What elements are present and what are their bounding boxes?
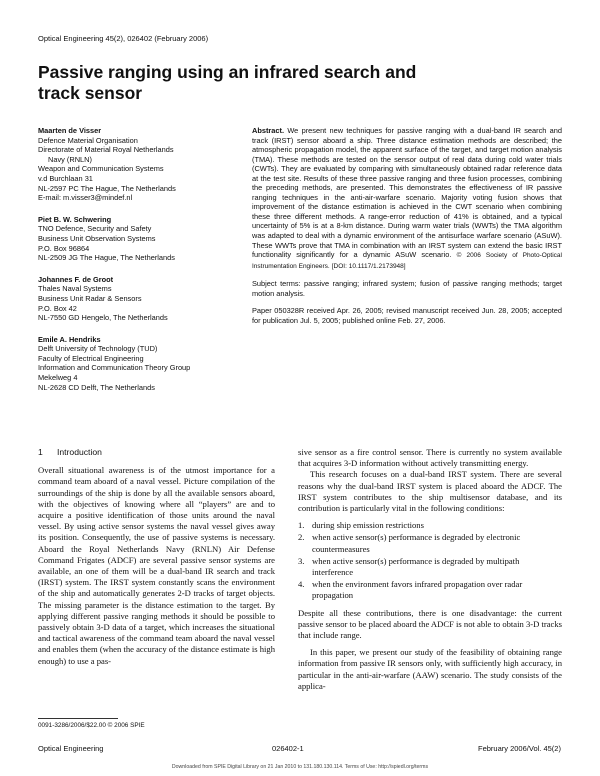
body-column-left: [38, 447, 275, 667]
list-text: when active sensor(s) performance is degraded by multipath interference: [312, 555, 520, 578]
running-head: Optical Engineering 45(2), 026402 (February 2006): [38, 34, 209, 43]
list-number: 4.: [298, 579, 305, 590]
abstract-text: We present new techniques for passive ranging with a dual-band IR search and track (IRST) sensor aboard a ship. Three distance estimation methods are described; the atmospheric propagation model, the apparent surface of the target, and target motion analysis (TMA). These methods are tested on the sensor output of real data during cold water trials (CWTs). They are evaluated by comparing with simultaneously obtained radar reference data at the test site. Results of these three passive ranging and three fusion processes, combining the preceding methods, are presented. This demonstrates the effectiveness of IR passive ranging techniques in the anti-air-warfare scenario. Majority voting fusion shows that improvement of the distance estimation is achieved in the CWT scenario when combining these three different methods. A range-error reduction of 41% is obtained, and a typical uncertainty of 5% is at a 8-km distance. During warm water trials (WWTs) the TMA algorithm was adapted to deal with a dynamic environment of the antisurface warfare scenario (ASuW). These WWTs prove that TMA in combination with an IRST system can extend the basic IRST functionality significantly for a dynamic ASuW scenario.: [252, 126, 563, 260]
list-text: when the environment favors infrared propagation over radar propagation: [312, 579, 523, 601]
affiliation-line: P.O. Box 42: [38, 303, 77, 313]
footer-page-number: 026402-1: [272, 744, 304, 753]
copyright-notice: © 2006 Society of Photo-Optical Instrumentation Engineers.: [252, 252, 562, 270]
section-heading: [38, 447, 275, 458]
author-4: [38, 335, 238, 393]
affiliation-line: TNO Defence, Security and Safety: [38, 224, 152, 234]
affiliation-line: Business Unit Radar & Sensors: [38, 293, 142, 303]
list-number: 2.: [298, 532, 305, 543]
section-number: 1: [38, 447, 43, 457]
section-title: Introduction: [57, 447, 102, 457]
author-email: E-mail: m.visser3@mindef.nl: [38, 193, 133, 203]
body-paragraph: In this paper, we present our study of the feasibility of obtaining range information from passive IR sensors only, with sufficiently high accuracy, in particular in the anti-air-warfare (AAW) scenario. The study consists of the applica-: [298, 647, 562, 691]
footer-journal: Optical Engineering: [38, 744, 104, 753]
title-line-1: Passive ranging using an infrared search and: [38, 62, 417, 82]
subject-terms: Subject terms: passive ranging; infrared system; fusion of passive ranging methods; target motion analysis.: [252, 279, 562, 298]
affiliation-line: NL-2597 PC The Hague, The Netherlands: [38, 183, 176, 193]
abstract-block: [252, 126, 562, 325]
author-name: Maarten de Visser: [38, 126, 102, 135]
affiliation-line: Delft University of Technology (TUD): [38, 344, 158, 354]
author-name: Emile A. Hendriks: [38, 334, 101, 344]
author-1: [38, 126, 238, 203]
conditions-list: [298, 520, 562, 601]
affiliation-line: NL-2509 JG The Hague, The Netherlands: [38, 253, 175, 263]
author-name: Johannes F. de Groot: [38, 274, 114, 284]
author-name: Piet B. W. Schwering: [38, 214, 112, 224]
list-number: 3.: [298, 555, 305, 566]
affiliation-line: Faculty of Electrical Engineering: [38, 353, 144, 363]
affiliation-line: Business Unit Observation Systems: [38, 233, 156, 243]
body-paragraph: Despite all these contributions, there is one disadvantage: the current passive sensor to be placed aboard the ADCF is not able to obtain 3-D tracks that include range.: [298, 607, 562, 641]
author-2: [38, 215, 238, 263]
author-3: [38, 275, 238, 323]
affiliation-line: Thales Naval Systems: [38, 284, 112, 294]
list-number: 1.: [298, 520, 305, 531]
body-paragraph: sive sensor as a fire control sensor. There is currently no system available that acquires 3-D information without actively transmitting energy.: [298, 447, 562, 469]
footnote-rule: [38, 718, 118, 719]
doi: [DOI: 10.1117/1.2173948]: [331, 262, 406, 270]
list-item: [298, 520, 562, 531]
affiliation-line: v.d Burchlaan 31: [38, 173, 93, 183]
abstract-label: Abstract.: [252, 126, 285, 135]
author-block: [38, 126, 238, 404]
title-line-2: track sensor: [38, 83, 143, 103]
body-paragraph: Overall situational awareness is of the utmost importance for a command team aboard of a naval vessel. Picture compilation of the surroundings of the ship is done by all the available sensors aboard, with the objectives of knowing where all “players” are and to acquire a positive identification of those units around the naval vessel. By using active sensor systems the naval vessel gives away its position. Consequently, the use of passive systems is necessary. Aboard the Royal Netherlands Navy (RNLN) Air Defense Command Frigates (ADCF) are several passive sensor systems are available, an one of them will be a dual-band IR search and track (IRST) system. The IRST system constantly scans the environment of the ship and automatically generates 2-D tracks of target objects. The missing parameter is the distance estimation to the target. By applying different passive ranging methods it should be possible to passively obtain 3-D data of a target, which increases the situational and tactical awareness of the command team aboard the naval vessel and enables them (when the accuracy of the distance estimate is high enough) to use a pas-: [38, 465, 275, 666]
affiliation-line: NL-2628 CD Delft, The Netherlands: [38, 382, 155, 392]
paper-history: Paper 050328R received Apr. 26, 2005; revised manuscript received Jun. 28, 2005; accepted for publication Jul. 5, 2005; published online Feb. 27, 2006.: [252, 306, 562, 325]
affiliation-line: Information and Communication Theory Group: [38, 363, 191, 373]
affiliation-line: Directorate of Material Royal Netherlands: [38, 145, 174, 155]
list-item: [298, 579, 562, 601]
abstract: [252, 126, 562, 271]
body-paragraph: This research focuses on a dual-band IRST system. There are several reasons why the dual-band IRST system is placed aboard the ADCF. The IRST system contributes to the ship multisensor database, and its contribution is particularly vital in the following conditions:: [298, 469, 562, 514]
list-text: during ship emission restrictions: [312, 520, 424, 531]
affiliation-line: P.O. Box 96864: [38, 243, 90, 253]
list-item: [298, 556, 562, 578]
footnote: 0091-3286/2006/$22.00 © 2006 SPIE: [38, 722, 145, 729]
footer-volume: February 2006/Vol. 45(2): [478, 744, 561, 753]
list-text: when active sensor(s) performance is degraded by electronic countermeasures: [312, 532, 521, 554]
affiliation-line: Defence Material Organisation: [38, 135, 138, 145]
list-item: [298, 532, 562, 554]
affiliation-line: Weapon and Communication Systems: [38, 164, 164, 174]
affiliation-line: NL-7550 GD Hengelo, The Netherlands: [38, 313, 168, 323]
paper-title: [38, 62, 458, 104]
body-column-right: [298, 447, 562, 692]
download-note: Downloaded from SPIE Digital Library on 21 Jan 2010 to 131.180.130.114. Terms of Use: http://spiedl.org/terms: [171, 764, 429, 770]
affiliation-line: Mekelweg 4: [38, 373, 78, 383]
affiliation-line: Navy (RNLN): [48, 154, 92, 164]
